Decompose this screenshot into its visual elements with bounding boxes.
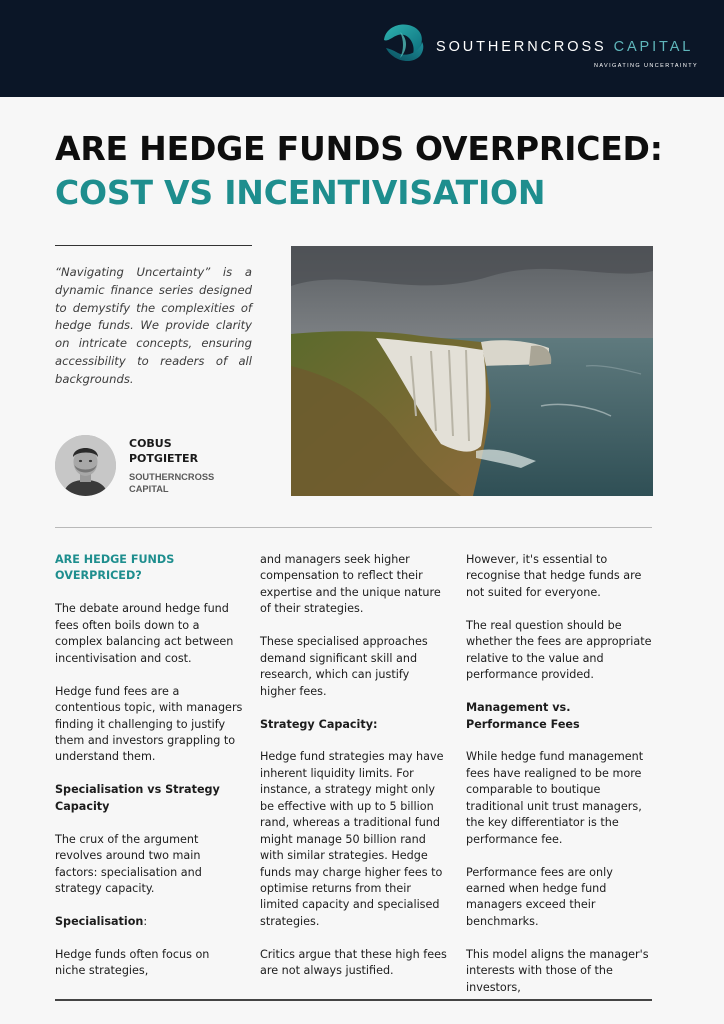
paragraph: Hedge fund fees are a contentious topic, with managers finding it challenging to justify them and investors grappling to understand them. — [55, 684, 243, 764]
paragraph: However, it's essential to recognise that hedge funds are not suited for everyone. — [466, 553, 642, 599]
article-column-1 — [55, 552, 243, 996]
intro-divider — [55, 245, 252, 246]
cliff-photo — [291, 246, 653, 496]
paragraph: These specialised approaches demand significant skill and research, which can justify higher fees. — [260, 635, 428, 698]
paragraph: Critics argue that these high fees are not always justified. — [260, 947, 447, 978]
author-avatar — [55, 435, 116, 496]
paragraph: The real question should be whether the fees are appropriate relative to the value and performance provided. — [466, 618, 652, 682]
title-line-1: ARE HEDGE FUNDS OVERPRICED: — [55, 129, 663, 168]
brand-name: SOUTHERNCROSS CAPITAL — [436, 39, 694, 55]
footer-divider — [55, 999, 652, 1001]
paragraph: The debate around hedge fund fees often boils down to a complex balancing act between incentivisation and cost. — [55, 602, 234, 665]
paragraph: Hedge fund strategies may have inherent liquidity limits. For instance, a strategy might only be effective with up to 5 billion rand, whereas a traditional fund might manage 50 billion rand with similar strategies. Hedge funds may charge higher fees to optimise returns from their limited capacity and specialised strategies. — [260, 750, 444, 928]
author-company: SOUTHERNCROSS CAPITAL — [129, 472, 215, 494]
subheading-specialisation: Specialisation: — [55, 914, 148, 928]
paragraph: Hedge funds often focus on niche strategies, — [55, 947, 210, 978]
paragraph: and managers seek higher compensation to reflect their expertise and the unique nature of their strategies. — [260, 553, 441, 616]
article-column-2 — [260, 552, 448, 996]
swirl-logo-icon — [378, 18, 428, 68]
title-line-2: COST VS INCENTIVISATION — [55, 173, 546, 212]
subheading: Strategy Capacity: — [260, 717, 378, 731]
paragraph: While hedge fund management fees have realigned to be more comparable to boutique traditional unit trust managers, the key differentiator is the performance fee. — [466, 750, 644, 846]
subheading: Specialisation vs Strategy Capacity — [55, 783, 220, 813]
series-intro: “Navigating Uncertainty” is a dynamic finance series designed to demystify the complexities of hedge funds. We provide clarity on intricate concepts, ensuring accessibility to readers of all backgrounds. — [55, 265, 252, 386]
paragraph: Performance fees are only earned when hedge fund managers exceed their benchmarks. — [466, 865, 613, 928]
section-divider — [55, 527, 652, 528]
author-name: COBUS POTGIETER — [129, 437, 199, 465]
section-heading: ARE HEDGE FUNDS OVERPRICED? — [55, 553, 175, 583]
page-title — [55, 127, 663, 215]
brand-tagline: NAVIGATING UNCERTAINTY — [594, 63, 699, 69]
subheading: Management vs. Performance Fees — [466, 701, 580, 731]
header-banner — [0, 0, 724, 97]
paragraph: This model aligns the manager's interests with those of the investors, — [466, 947, 649, 994]
paragraph: The crux of the argument revolves around two main factors: specialisation and strategy capacity. — [55, 832, 202, 895]
article-column-3 — [466, 552, 654, 1013]
